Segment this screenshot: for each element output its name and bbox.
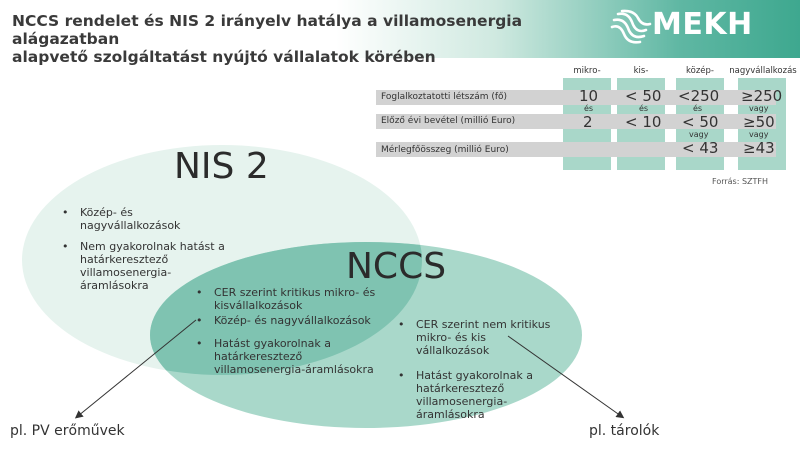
list-item: • Közép- és nagyvállalkozások <box>190 314 380 327</box>
cell-letszam-nagy: ≥250 <box>741 87 783 105</box>
row-label-letszam: Foglalkoztatotti létszám (fő) <box>381 92 508 102</box>
column-header-mikro: mikro- <box>573 66 601 76</box>
nccs-title: NCCS <box>346 246 447 287</box>
column-header-nagy: nagyvállalkozás <box>729 66 797 76</box>
cell-letszam-mikro-connector: és <box>584 104 594 113</box>
cell-bevetel-kozep-connector: vagy <box>689 130 709 139</box>
overlap-bullet-list <box>190 286 380 384</box>
cell-merleg-kozep: < 43 <box>682 139 719 157</box>
cell-letszam-nagy-connector: vagy <box>749 104 769 113</box>
column-header-kozep: közép- <box>686 66 714 76</box>
list-item: • CER szerint nem kritikus mikro- és kis vállalkozások <box>392 318 552 357</box>
title-line-2: alapvető szolgáltatást nyújtó vállalatok körében <box>12 48 436 66</box>
cell-letszam-kozep-connector: és <box>693 104 703 113</box>
nis2-title: NIS 2 <box>174 146 269 187</box>
cell-letszam-kozep: <250 <box>678 87 720 105</box>
list-item: • Hatást gyakorolnak a határkeresztező villamosenergia-áramlásokra <box>190 337 380 376</box>
cell-bevetel-nagy: ≥50 <box>743 113 775 131</box>
row-label-merleg: Mérlegfőösszeg (millió Euro) <box>381 145 509 155</box>
column-header-kis: kis- <box>633 66 649 76</box>
cell-letszam-kis: < 50 <box>625 87 662 105</box>
row-label-bevetel: Előző évi bevétel (millió Euro) <box>381 116 516 126</box>
cell-bevetel-nagy-connector: vagy <box>749 130 769 139</box>
cell-bevetel-mikro: 2 <box>583 113 593 131</box>
cell-letszam-mikro: 10 <box>579 87 599 105</box>
list-item: • Nem gyakorolnak hatást a határkeresztező villamosenergia-áramlásokra <box>56 240 226 292</box>
nccs-right-bullet-list <box>392 318 552 429</box>
cell-letszam-kis-connector: és <box>639 104 649 113</box>
title-line-1: NCCS rendelet és NIS 2 irányelv hatálya a villamosenergia alágazatban <box>12 12 523 48</box>
cell-merleg-nagy: ≥43 <box>743 139 775 157</box>
cell-bevetel-kozep: < 50 <box>682 113 719 131</box>
list-item: • CER szerint kritikus mikro- és kisvállalkozások <box>190 286 380 312</box>
example-pv-label: pl. PV erőművek <box>10 423 125 439</box>
example-storage-label: pl. tárolók <box>589 423 660 439</box>
logo-text: MEKH <box>652 7 753 42</box>
list-item: • Hatást gyakorolnak a határkeresztező villamosenergia-áramlásokra <box>392 369 552 421</box>
cell-bevetel-kis: < 10 <box>625 113 662 131</box>
source-note: Forrás: SZTFH <box>712 177 769 186</box>
list-item: • Közép- és nagyvállalkozások <box>56 206 226 232</box>
